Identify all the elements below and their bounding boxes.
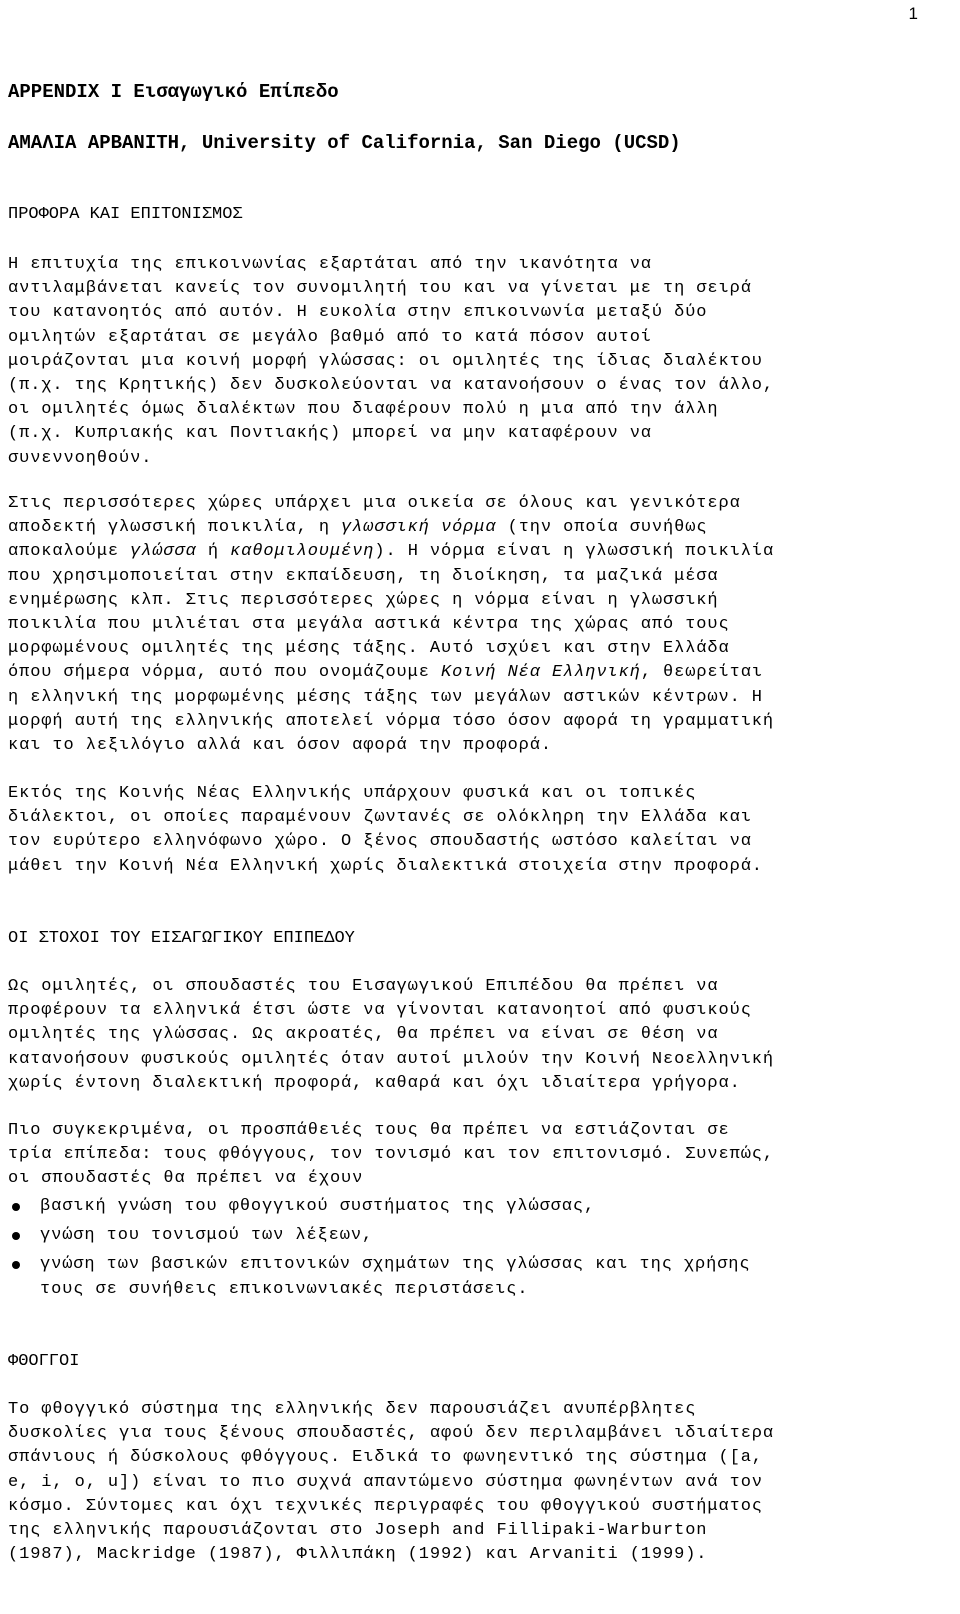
section-heading-phonemes: ΦΘΟΓΓΟΙ (8, 1352, 80, 1371)
paragraph-goals: Ως ομιλητές, οι σπουδαστές του Εισαγωγικού Επιπέδου θα πρέπει να προφέρουν τα ελληνικά έτσι ώστε να γίνονται κατανοητοί από φυσικούς ομιλητές της γλώσσας. Ως ακροατές, θα πρέπει να είναι σε θέση να κατανοήσουν φυσικούς ομιλητές όταν αυτοί μιλούν την Κοινή Νεοελληνική χωρίς έντονη διαλεκτική προφορά, καθαρά και όχι ιδιαίτερα γρήγορα. (8, 977, 775, 1093)
paragraph-norm: Στις περισσότερες χώρες υπάρχει μια οικεία σε όλους και γενικότερα αποδεκτή γλωσσική ποικιλία, η γλωσσική νόρμα (την οποία συνήθως αποκαλούμε γλώσσα ή καθομιλουμένη). Η νόρμα είναι η γλωσσική ποικιλία που χρησιμοποιείται στην εκπαίδευση, τη διοίκηση, τα μαζικά μέσα ενημέρωσης κλπ. Στις περισσότερες χώρες η νόρμα είναι η γλωσσική ποικιλία που μιλιέται στα μεγάλα αστικά κέντρα της χώρας από τους μορφωμένους ομιλητές της μέσης τάξης. Αυτό ισχύει και στην Ελλάδα όπου σήμερα νόρμα, αυτό που ονομάζουμε Κοινή Νέα Ελληνική, θεωρείται η ελληνική της μορφωμένης μέσης τάξης των μεγάλων αστικών κέντρων. Η μορφή αυτή της ελληνικής αποτελεί νόρμα τόσο όσον αφορά τη γραμματική και το λεξιλόγιο αλλά και όσον αφορά την προφορά. (8, 494, 775, 756)
section-heading-pronunciation: ΠΡΟΦΟΡΑ ΚΑΙ ΕΠΙΤΟΝΙΣΜΟΣ (8, 205, 243, 224)
list-item: γνώση των βασικών επιτονικών σχημάτων της γλώσσας και της χρήσης τους σε συνήθεις επικοινωνιακές περιστάσεις. (8, 1253, 938, 1301)
list-item: βασική γνώση του φθογγικού συστήματος της γλώσσας, (8, 1195, 938, 1219)
page-number: 1 (908, 4, 918, 23)
appendix-title: APPENDIX I Εισαγωγικό Επίπεδο (8, 81, 339, 103)
list-item: γνώση του τονισμού των λέξεων, (8, 1224, 938, 1248)
paragraph-dialects: Εκτός της Κοινής Νέας Ελληνικής υπάρχουν φυσικά και οι τοπικές διάλεκτοι, οι οποίες παραμένουν ζωντανές σε ολόκληρη την Ελλάδα και τον ευρύτερο ελληνόφωνο χώρο. Ο ξένος σπουδαστής ωστόσο καλείται να μάθει την Κοινή Νέα Ελληνική χωρίς διαλεκτικά στοιχεία στην προφορά. (8, 784, 763, 876)
bullet-icon (12, 1261, 20, 1269)
paragraph-phonemes: Το φθογγικό σύστημα της ελληνικής δεν παρουσιάζει ανυπέρβλητες δυσκολίες για τους ξένους σπουδαστές, αφού δεν περιλαμβάνει ιδιαίτερα σπάνιους ή δύσκολους φθόγγους. Ειδικά το φωνηεντικό της σύστημα ([a, e, i, o, u]) είναι το πιο συχνά απαντώμενο σύστημα φωνηέντων ανά τον κόσμο. Σύντομες και όχι τεχνικές περιγραφές του φθογγικού συστήματος της ελληνικής παρουσιάζονται στο Joseph and Fillipaki-Warburton (1987), Mackridge (1987), Φιλλιπάκη (1992) και Arvaniti (1999). (8, 1400, 775, 1565)
bullet-icon (12, 1203, 20, 1211)
italic-term: γλώσσα (130, 542, 197, 562)
goals-bullet-list (8, 1195, 938, 1307)
paragraph-communication: Η επιτυχία της επικοινωνίας εξαρτάται από την ικανότητα να αντιλαμβάνεται κανείς τον συνομιλητή του και να γίνεται με τη σειρά του κατανοητός από αυτόν. Η ευκολία στην επικοινωνία μεταξύ δύο ομιλητών εξαρτάται σε μεγάλο βαθμό από το κατά πόσον αυτοί μοιράζονται μια κοινή μορφή γλώσσας: οι ομιλητές της ίδιας διαλέκτου (π.χ. της Κρητικής) δεν δυσκολεύονται να κατανοήσουν ο ένας τον άλλο, οι ομιλητές όμως διαλέκτων που διαφέρουν πολύ η μια από την άλλη (π.χ. Κυπριακής και Ποντιακής) μπορεί να μην καταφέρουν να συνεννοηθούν. (8, 255, 775, 468)
italic-term: γλωσσική νόρμα (341, 518, 497, 538)
italic-term: καθομιλουμένη (230, 542, 375, 562)
section-heading-goals: ΟΙ ΣΤΟΧΟΙ ΤΟΥ ΕΙΣΑΓΩΓΙΚΟΥ ΕΠΙΠΕΔΟΥ (8, 929, 355, 948)
bullet-icon (12, 1232, 20, 1240)
italic-term: Κοινή Νέα Ελληνική (440, 663, 641, 683)
author-line: ΑΜΑΛΙΑ ΑΡΒΑΝΙΤΗ, University of California, San Diego (UCSD) (8, 132, 681, 154)
paragraph-levels: Πιο συγκεκριμένα, οι προσπάθειές τους θα πρέπει να εστιάζονται σε τρία επίπεδα: τους φθόγγους, τον τονισμό και τον επιτονισμό. Συνεπώς, οι σπουδαστές θα πρέπει να έχουν (8, 1121, 775, 1189)
